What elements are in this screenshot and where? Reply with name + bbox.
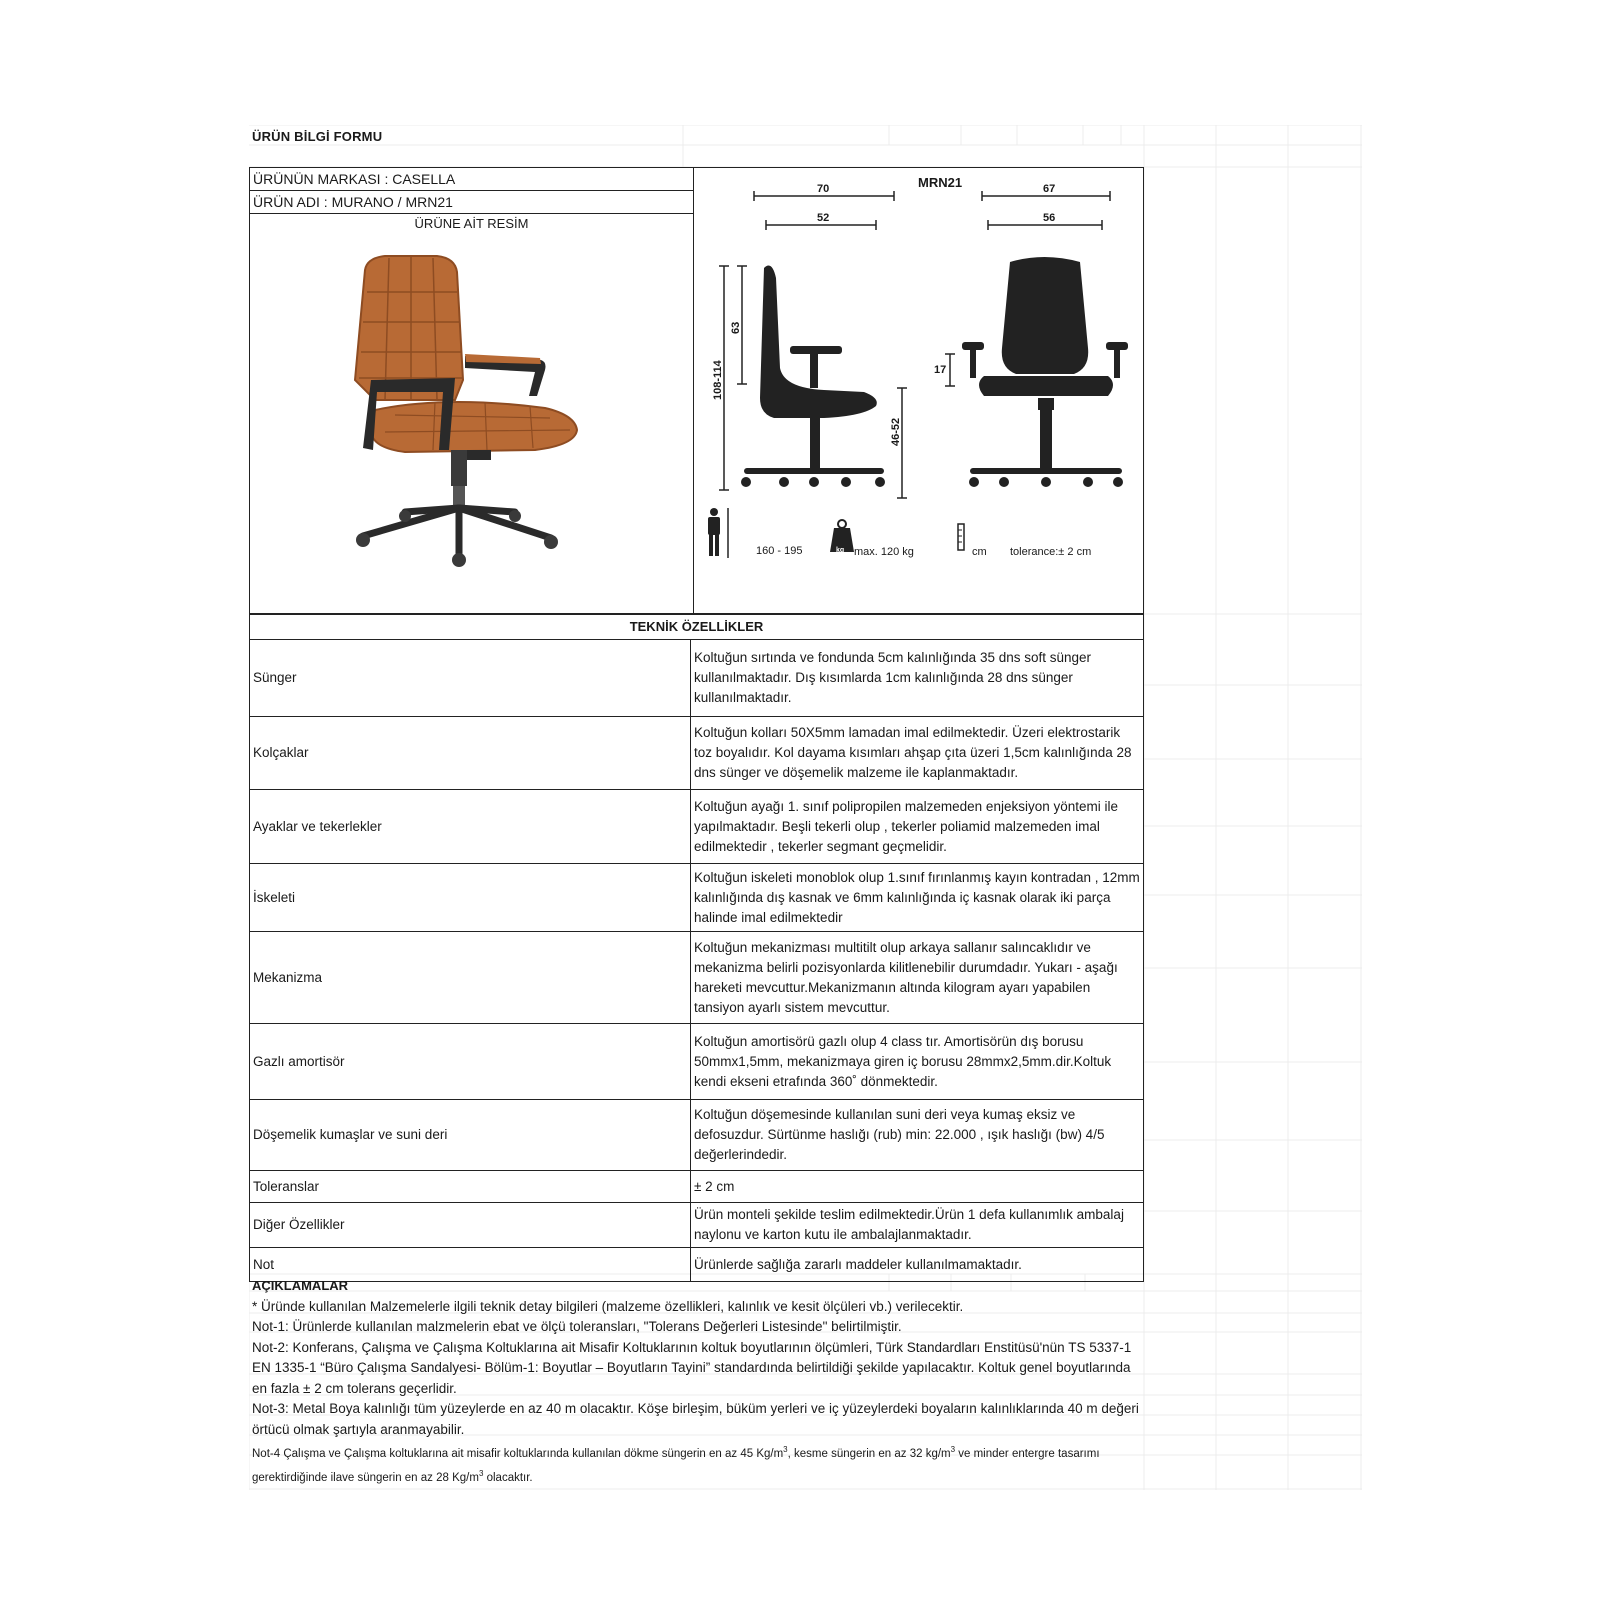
spec-value: ± 2 cm xyxy=(691,1171,1144,1203)
table-row xyxy=(250,640,1144,717)
spec-value: Koltuğun döşemesinde kullanılan suni deri veya kumaş eksiz ve defosuzdur. Sürtünme haslığı (rub) min: 22.000 , ışık haslığı (bw) 4/5 değerlerindedir. xyxy=(691,1100,1144,1171)
dim-seat-height: 46-52 xyxy=(890,417,902,446)
spec-value: Koltuğun kolları 50X5mm lamadan imal edilmektedir. Üzeri elektrostarik toz boyalıdır. Kol dayama kısımları ahşap çıta üzeri 1,5cm kalınlığında 28 dns sünger ve döşemelik malzeme ile kaplanmaktadır. xyxy=(691,717,1144,790)
spec-name: Toleranslar xyxy=(250,1171,691,1203)
notes-section xyxy=(252,1276,1144,1489)
superscript: 3 xyxy=(478,1469,484,1479)
dim-side-outer: 70 xyxy=(817,183,830,195)
table-row xyxy=(250,1171,1144,1203)
user-height-range: 160 - 195 xyxy=(756,545,803,557)
dim-back-height: 63 xyxy=(730,321,742,334)
spec-name: Not xyxy=(250,1248,691,1282)
note-4-part: ve minder entergre tasarımı gerektirdiğinde ilave süngerin en az 28 Kg/m xyxy=(252,1447,1100,1485)
spec-name: Gazlı amortisör xyxy=(250,1024,691,1100)
spec-value: Koltuğun sırtında ve fondunda 5cm kalınlığında 35 dns soft sünger kullanılmaktadır. Dış kısımlarda 1cm kalınlığında 28 dns sünger kullanılmaktadır. xyxy=(691,640,1144,717)
superscript: 3 xyxy=(783,1445,788,1454)
product-name-line: ÜRÜN ADI : MURANO / MRN21 xyxy=(253,194,453,210)
spec-value: Koltuğun mekanizması multitilt olup arkaya sallanır salıncaklıdır ve mekanizma belirli pozisyonlarda kilitlenebilir durumdadır. Yukarı - aşağı hareketi mevcuttur.Mekanizmanın altında kilogram ayarı yapabilen tansiyon ayarlı sistem mevcuttur. xyxy=(691,932,1144,1024)
spec-value: Ürün monteli şekilde teslim edilmektedir.Ürün 1 defa kullanımlık ambalaj naylonu ve karton kutu ile ambalajlanmaktadır. xyxy=(691,1203,1144,1248)
spec-table xyxy=(249,614,1144,1282)
note-2: Not-2: Konferans, Çalışma ve Çalışma Koltuklarına ait Misafir Koltuklarının koltuk boyutlarının ölçümleri, Türk Standardları Enstitüsü'nün TS 5337-1 EN 1335-1 “Büro Çalışma Sandalyesi- Bölüm-1: Boyutlar – Boyutların Tayini” standardında belirtildiği şekilde yapılacaktır. Koltuk genel boyutlarında en fazla ± 2 cm tolerans geçerlidir. xyxy=(252,1339,1132,1396)
spec-name: Kolçaklar xyxy=(250,717,691,790)
table-row xyxy=(250,864,1144,932)
spec-name: Sünger xyxy=(250,640,691,717)
note-4-part: olacaktır. xyxy=(483,1472,533,1485)
notes-heading: AÇIKLAMALAR xyxy=(252,1278,349,1293)
unit-label: cm xyxy=(972,546,987,558)
note-4-part: Not-4 Çalışma ve Çalışma koltuklarına ait misafir koltuklarında kullanılan dökme süngerin en az 45 Kg/m xyxy=(252,1447,784,1460)
spec-value: Koltuğun ayağı 1. sınıf polipropilen malzemeden enjeksiyon yöntemi ile yapılmaktadır. Beşli tekerli olup , tekerler poliamid malzemeden imal edilmektedir , tekerler segmant geçmelidir. xyxy=(691,790,1144,864)
spec-name: Döşemelik kumaşlar ve suni deri xyxy=(250,1100,691,1171)
row-divider xyxy=(250,190,693,191)
max-weight: max. 120 kg xyxy=(854,546,914,558)
note-4-part: , kesme süngerin en az 32 kg/m xyxy=(787,1447,951,1460)
table-row xyxy=(250,717,1144,790)
dim-arm-height: 17 xyxy=(934,364,947,376)
image-caption: ÜRÜNE AİT RESİM xyxy=(414,216,529,231)
note-4 xyxy=(252,1440,1144,1489)
dim-total-height: 108-114 xyxy=(712,360,724,400)
spec-name: İskeleti xyxy=(250,864,691,932)
table-row xyxy=(250,1203,1144,1248)
dim-front-inner: 56 xyxy=(1043,212,1056,224)
form-title: ÜRÜN BİLGİ FORMU xyxy=(252,129,383,144)
brand-line: ÜRÜNÜN MARKASI : CASELLA xyxy=(253,171,456,187)
table-row xyxy=(250,1100,1144,1171)
kg-badge: kg xyxy=(836,547,845,554)
spec-name: Mekanizma xyxy=(250,932,691,1024)
row-divider xyxy=(250,213,693,214)
table-row xyxy=(250,1024,1144,1100)
diagram-model: MRN21 xyxy=(918,175,963,190)
product-photo-chair xyxy=(345,250,595,590)
spec-value: Ürünlerde sağlığa zararlı maddeler kullanılmamaktadır. xyxy=(691,1248,1144,1282)
dimension-diagram xyxy=(694,168,1144,568)
table-row xyxy=(250,932,1144,1024)
specs-title: TEKNİK ÖZELLİKLER xyxy=(250,615,1144,640)
superscript: 3 xyxy=(950,1445,956,1454)
dim-front-outer: 67 xyxy=(1043,183,1056,195)
spec-header-row xyxy=(250,615,1144,640)
note-3: Not-3: Metal Boya kalınlığı tüm yüzeylerde en az 40 m olacaktır. Köşe birleşim, büküm yerleri ve iç yüzeylerdeki boyaların kalınlıklarında 40 m değeri örtücü olmak şartıyla aranmayabilir. xyxy=(252,1401,1139,1437)
dim-side-inner: 52 xyxy=(817,212,830,224)
spec-name: Diğer Özellikler xyxy=(250,1203,691,1248)
tolerance-label: tolerance:± 2 cm xyxy=(1010,546,1092,558)
table-row xyxy=(250,790,1144,864)
note-star: * Üründe kullanılan Malzemelerle ilgili teknik detay bilgileri (malzeme özellikleri, kalınlık ve kesit ölçüleri vb.) verilecektir. xyxy=(252,1298,964,1314)
spec-value: Koltuğun amortisörü gazlı olup 4 class tır. Amortisörün dış borusu 50mmx1,5mm, mekanizmaya giren iç borusu 28mmx2,5mm.dir.Koltuk kendi ekseni etrafında 360˚ dönmektedir. xyxy=(691,1024,1144,1100)
spec-name: Ayaklar ve tekerlekler xyxy=(250,790,691,864)
spec-value: Koltuğun iskeleti monoblok olup 1.sınıf fırınlanmış kayın kontradan , 12mm kalınlığında dış kasnak ve 6mm kalınlığında iç kasnak olarak iki parça halinde imal edilmektedir xyxy=(691,864,1144,932)
note-1: Not-1: Ürünlerde kullanılan malzmelerin ebat ve ölçü toleransları, "Tolerans Değerleri Listesinde" belirtilmiştir. xyxy=(252,1319,902,1334)
